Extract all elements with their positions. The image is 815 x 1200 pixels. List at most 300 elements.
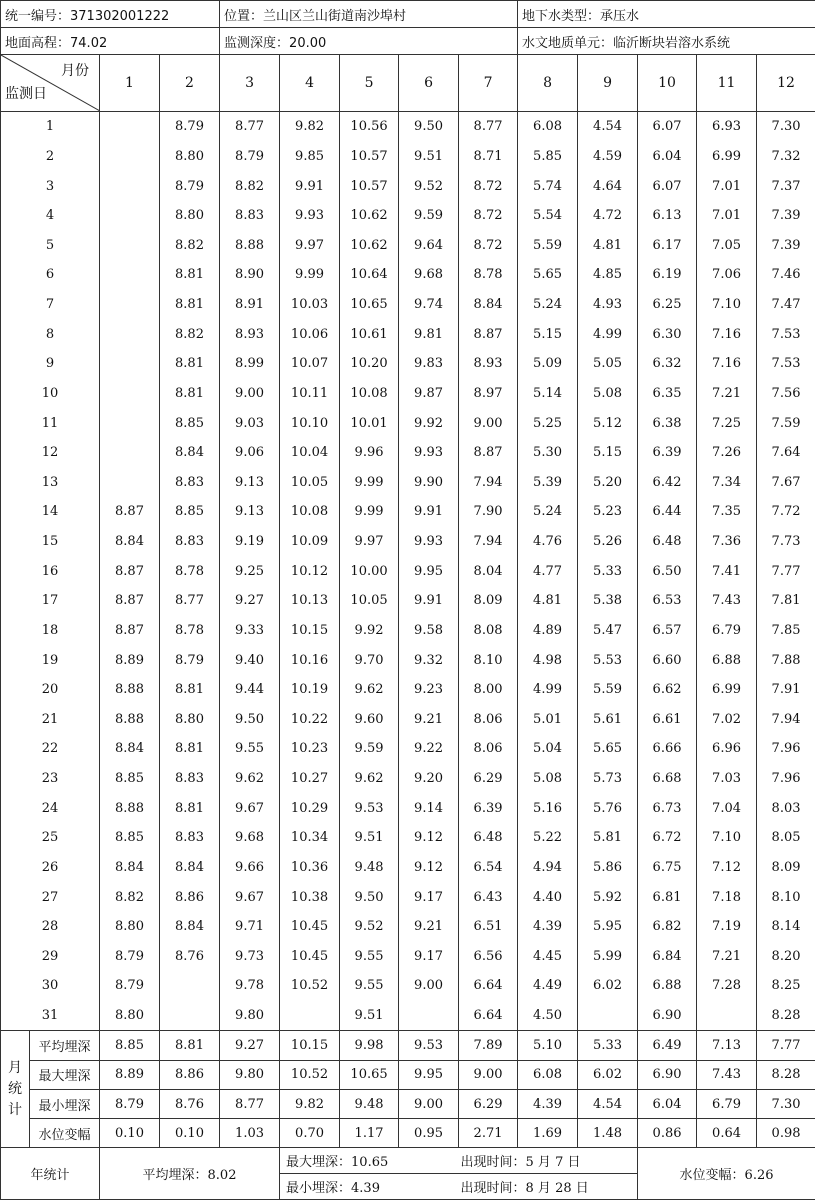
depth-cell: 9.80 <box>220 1001 280 1031</box>
depth-cell: 10.03 <box>280 290 340 320</box>
depth-cell: 6.61 <box>638 705 697 735</box>
depth-cell: 7.10 <box>697 290 757 320</box>
depth-cell: 5.59 <box>518 231 578 261</box>
day-number: 11 <box>1 408 100 438</box>
monthly-stat-row <box>1 1119 815 1148</box>
stat-value: 0.64 <box>697 1119 757 1148</box>
depth-cell: 5.65 <box>578 734 638 764</box>
depth-cell: 10.08 <box>340 379 399 409</box>
day-row <box>1 556 815 586</box>
depth-cell: 10.19 <box>280 675 340 705</box>
depth-cell: 9.87 <box>399 379 459 409</box>
depth-cell: 8.84 <box>459 290 518 320</box>
depth-cell: 9.53 <box>340 793 399 823</box>
depth-cell: 6.08 <box>518 112 578 142</box>
day-number: 31 <box>1 1001 100 1031</box>
depth-cell <box>100 379 160 409</box>
day-number: 6 <box>1 260 100 290</box>
monthly-stat-row <box>1 1089 815 1118</box>
depth-cell: 8.72 <box>459 231 518 261</box>
depth-cell: 10.36 <box>280 853 340 883</box>
depth-cell: 4.94 <box>518 853 578 883</box>
stat-value: 0.95 <box>399 1119 459 1148</box>
depth-cell: 9.51 <box>340 823 399 853</box>
depth-cell: 6.29 <box>459 764 518 794</box>
depth-cell: 10.61 <box>340 319 399 349</box>
day-number: 13 <box>1 468 100 498</box>
day-number: 4 <box>1 201 100 231</box>
stat-value: 10.52 <box>280 1060 340 1089</box>
depth-cell <box>578 1001 638 1031</box>
depth-cell: 10.38 <box>280 882 340 912</box>
depth-cell: 7.53 <box>757 319 815 349</box>
depth-cell: 8.85 <box>100 823 160 853</box>
depth-cell: 9.92 <box>399 408 459 438</box>
info-row-2 <box>1 28 815 55</box>
depth-cell: 8.06 <box>459 705 518 735</box>
depth-cell: 9.91 <box>399 586 459 616</box>
depth-cell: 7.47 <box>757 290 815 320</box>
depth-cell: 6.39 <box>638 438 697 468</box>
depth-cell: 8.90 <box>220 260 280 290</box>
day-number: 16 <box>1 556 100 586</box>
depth-cell: 8.84 <box>100 527 160 557</box>
depth-cell: 9.44 <box>220 675 280 705</box>
stat-value: 6.08 <box>518 1060 578 1089</box>
depth-cell: 9.21 <box>399 705 459 735</box>
day-row <box>1 912 815 942</box>
depth-cell: 9.52 <box>399 171 459 201</box>
depth-cell <box>100 112 160 142</box>
depth-cell: 9.74 <box>399 290 459 320</box>
day-row <box>1 319 815 349</box>
depth-cell: 6.30 <box>638 319 697 349</box>
depth-cell: 7.85 <box>757 616 815 646</box>
stat-label: 平均埋深 <box>30 1031 100 1060</box>
depth-cell: 5.92 <box>578 882 638 912</box>
depth-cell: 5.14 <box>518 379 578 409</box>
yearly-min-depth: 最小埋深：4.39 <box>280 1174 459 1200</box>
depth-cell: 7.94 <box>459 468 518 498</box>
depth-cell: 9.78 <box>220 971 280 1001</box>
depth-cell <box>399 1001 459 1031</box>
depth-cell: 8.10 <box>459 645 518 675</box>
depth-cell: 4.49 <box>518 971 578 1001</box>
day-number: 2 <box>1 142 100 172</box>
depth-cell: 5.86 <box>578 853 638 883</box>
depth-cell: 9.83 <box>399 349 459 379</box>
depth-cell: 5.38 <box>578 586 638 616</box>
depth-cell: 4.45 <box>518 942 578 972</box>
side-label-char: 月 <box>8 1060 22 1076</box>
depth-cell: 8.83 <box>160 823 220 853</box>
day-row <box>1 349 815 379</box>
stat-value: 0.86 <box>638 1119 697 1148</box>
day-number: 1 <box>1 112 100 142</box>
depth-cell: 8.81 <box>160 734 220 764</box>
depth-cell <box>697 1001 757 1031</box>
depth-cell: 9.99 <box>280 260 340 290</box>
day-number: 3 <box>1 171 100 201</box>
yearly-min-time: 出现时间：8 月 28 日 <box>459 1174 638 1200</box>
day-row <box>1 734 815 764</box>
depth-cell: 7.59 <box>757 408 815 438</box>
depth-cell: 8.28 <box>757 1001 815 1031</box>
stat-value: 2.71 <box>459 1119 518 1148</box>
stat-value: 6.79 <box>697 1089 757 1118</box>
depth-cell: 4.93 <box>578 290 638 320</box>
depth-cell: 6.53 <box>638 586 697 616</box>
depth-cell: 8.78 <box>160 556 220 586</box>
depth-cell: 9.32 <box>399 645 459 675</box>
day-number: 17 <box>1 586 100 616</box>
stat-value: 7.89 <box>459 1031 518 1060</box>
depth-cell: 6.57 <box>638 616 697 646</box>
depth-cell: 6.79 <box>697 616 757 646</box>
day-row <box>1 468 815 498</box>
day-number: 29 <box>1 942 100 972</box>
day-row <box>1 882 815 912</box>
depth-cell: 8.20 <box>757 942 815 972</box>
depth-cell: 10.64 <box>340 260 399 290</box>
yearly-row-1 <box>1 1148 815 1174</box>
depth-cell: 8.03 <box>757 793 815 823</box>
depth-cell: 7.90 <box>459 497 518 527</box>
depth-cell: 6.99 <box>697 142 757 172</box>
depth-cell: 7.10 <box>697 823 757 853</box>
depth-cell: 6.64 <box>459 1001 518 1031</box>
depth-cell: 8.77 <box>220 112 280 142</box>
depth-cell: 4.72 <box>578 201 638 231</box>
depth-cell: 8.04 <box>459 556 518 586</box>
depth-cell <box>100 201 160 231</box>
depth-cell: 5.16 <box>518 793 578 823</box>
depth-cell: 10.23 <box>280 734 340 764</box>
day-row <box>1 142 815 172</box>
day-number: 15 <box>1 527 100 557</box>
depth-cell: 5.85 <box>518 142 578 172</box>
depth-cell: 8.85 <box>160 408 220 438</box>
depth-cell: 8.78 <box>160 616 220 646</box>
depth-cell: 7.26 <box>697 438 757 468</box>
depth-cell: 5.65 <box>518 260 578 290</box>
depth-cell: 6.48 <box>459 823 518 853</box>
depth-cell: 7.28 <box>697 971 757 1001</box>
depth-cell: 10.29 <box>280 793 340 823</box>
depth-cell <box>100 438 160 468</box>
depth-cell: 8.80 <box>100 912 160 942</box>
stat-value: 9.82 <box>280 1089 340 1118</box>
depth-cell <box>100 290 160 320</box>
day-number: 22 <box>1 734 100 764</box>
depth-cell: 10.12 <box>280 556 340 586</box>
depth-cell: 7.01 <box>697 171 757 201</box>
depth-cell: 8.83 <box>160 527 220 557</box>
yearly-average: 平均埋深：8.02 <box>100 1148 280 1200</box>
depth-cell: 9.03 <box>220 408 280 438</box>
depth-cell <box>160 971 220 1001</box>
depth-cell: 8.82 <box>160 319 220 349</box>
depth-cell: 6.73 <box>638 793 697 823</box>
depth-cell: 6.42 <box>638 468 697 498</box>
stat-value: 6.29 <box>459 1089 518 1118</box>
day-number: 7 <box>1 290 100 320</box>
depth-cell: 10.45 <box>280 912 340 942</box>
depth-cell: 8.87 <box>459 319 518 349</box>
location-cell <box>220 1 518 28</box>
day-number: 5 <box>1 231 100 261</box>
stat-value: 6.90 <box>638 1060 697 1089</box>
stat-value: 9.00 <box>459 1060 518 1089</box>
depth-cell: 4.81 <box>578 231 638 261</box>
day-row <box>1 408 815 438</box>
depth-cell: 9.62 <box>340 764 399 794</box>
depth-cell: 8.79 <box>100 942 160 972</box>
side-label-char: 计 <box>8 1102 22 1118</box>
depth-cell: 9.67 <box>220 882 280 912</box>
depth-cell: 7.67 <box>757 468 815 498</box>
depth-cell: 5.04 <box>518 734 578 764</box>
depth-cell: 5.08 <box>518 764 578 794</box>
depth-cell: 6.56 <box>459 942 518 972</box>
month-header-row <box>1 55 815 112</box>
depth-cell: 9.62 <box>340 675 399 705</box>
depth-cell: 9.93 <box>280 201 340 231</box>
day-number: 25 <box>1 823 100 853</box>
depth-cell: 7.43 <box>697 586 757 616</box>
depth-cell: 8.83 <box>220 201 280 231</box>
depth-cell: 9.68 <box>399 260 459 290</box>
depth-cell: 7.64 <box>757 438 815 468</box>
depth-cell: 9.17 <box>399 882 459 912</box>
stat-label: 水位变幅 <box>30 1119 100 1148</box>
depth-cell: 10.07 <box>280 349 340 379</box>
depth-cell: 9.14 <box>399 793 459 823</box>
depth-cell: 6.19 <box>638 260 697 290</box>
depth-cell: 4.64 <box>578 171 638 201</box>
depth-cell: 8.93 <box>220 319 280 349</box>
day-row <box>1 675 815 705</box>
depth-cell: 6.66 <box>638 734 697 764</box>
hydro-unit-value: 临沂断块岩溶水系统 <box>613 36 730 51</box>
depth-cell: 10.52 <box>280 971 340 1001</box>
depth-cell: 8.81 <box>160 260 220 290</box>
depth-cell: 10.08 <box>280 497 340 527</box>
stat-value: 9.00 <box>399 1089 459 1118</box>
day-number: 23 <box>1 764 100 794</box>
depth-cell: 8.99 <box>220 349 280 379</box>
stat-value: 8.79 <box>100 1089 160 1118</box>
groundwater-type-label: 地下水类型： <box>522 9 600 24</box>
depth-cell: 6.68 <box>638 764 697 794</box>
depth-cell: 8.72 <box>459 171 518 201</box>
depth-cell: 6.51 <box>459 912 518 942</box>
depth-cell: 5.53 <box>578 645 638 675</box>
depth-cell: 6.39 <box>459 793 518 823</box>
depth-cell: 10.45 <box>280 942 340 972</box>
day-row <box>1 645 815 675</box>
depth-cell: 7.94 <box>459 527 518 557</box>
depth-cell: 7.73 <box>757 527 815 557</box>
depth-cell: 9.50 <box>220 705 280 735</box>
depth-cell: 5.39 <box>518 468 578 498</box>
depth-cell: 5.76 <box>578 793 638 823</box>
depth-cell: 10.06 <box>280 319 340 349</box>
yearly-label: 年统计 <box>1 1148 100 1200</box>
stat-value: 4.54 <box>578 1089 638 1118</box>
month-header-12: 12 <box>757 55 815 112</box>
stat-value: 8.81 <box>160 1031 220 1060</box>
depth-cell: 9.81 <box>399 319 459 349</box>
depth-cell: 5.12 <box>578 408 638 438</box>
day-number: 20 <box>1 675 100 705</box>
depth-cell: 10.62 <box>340 201 399 231</box>
depth-cell: 4.98 <box>518 645 578 675</box>
depth-cell: 5.24 <box>518 290 578 320</box>
depth-cell: 9.19 <box>220 527 280 557</box>
elevation-value: 74.02 <box>70 36 107 51</box>
depth-cell: 7.91 <box>757 675 815 705</box>
depth-cell: 5.23 <box>578 497 638 527</box>
depth-cell: 7.96 <box>757 764 815 794</box>
depth-cell: 8.81 <box>160 793 220 823</box>
depth-cell: 9.51 <box>340 1001 399 1031</box>
day-row <box>1 853 815 883</box>
side-label-char: 统 <box>8 1081 22 1097</box>
depth-cell: 6.48 <box>638 527 697 557</box>
month-header-5: 5 <box>340 55 399 112</box>
depth-cell: 6.60 <box>638 645 697 675</box>
stat-value: 8.76 <box>160 1089 220 1118</box>
depth-cell: 4.54 <box>578 112 638 142</box>
depth-cell: 5.74 <box>518 171 578 201</box>
depth-cell: 6.17 <box>638 231 697 261</box>
depth-cell: 9.59 <box>340 734 399 764</box>
depth-cell: 8.97 <box>459 379 518 409</box>
depth-cell: 9.40 <box>220 645 280 675</box>
depth-cell: 10.62 <box>340 231 399 261</box>
depth-cell: 10.13 <box>280 586 340 616</box>
depth-cell: 7.30 <box>757 112 815 142</box>
stat-value: 10.65 <box>340 1060 399 1089</box>
stat-value: 8.85 <box>100 1031 160 1060</box>
depth-cell: 10.10 <box>280 408 340 438</box>
day-row <box>1 942 815 972</box>
depth-cell: 4.85 <box>578 260 638 290</box>
depth-cell: 8.89 <box>100 645 160 675</box>
depth-cell: 10.57 <box>340 142 399 172</box>
depth-cell: 9.97 <box>340 527 399 557</box>
depth-cell: 5.73 <box>578 764 638 794</box>
depth-cell: 4.59 <box>578 142 638 172</box>
stat-value: 0.10 <box>100 1119 160 1148</box>
stat-value: 7.77 <box>757 1031 815 1060</box>
depth-cell: 7.16 <box>697 349 757 379</box>
stat-value: 9.98 <box>340 1031 399 1060</box>
day-number: 24 <box>1 793 100 823</box>
depth-cell: 9.06 <box>220 438 280 468</box>
month-header-1: 1 <box>100 55 160 112</box>
info-row-1 <box>1 1 815 28</box>
depth-cell: 8.08 <box>459 616 518 646</box>
depth-cell: 6.81 <box>638 882 697 912</box>
depth-cell: 9.25 <box>220 556 280 586</box>
depth-cell: 9.13 <box>220 468 280 498</box>
depth-cell: 4.81 <box>518 586 578 616</box>
month-header-11: 11 <box>697 55 757 112</box>
depth-cell: 9.20 <box>399 764 459 794</box>
depth-cell: 9.91 <box>399 497 459 527</box>
depth-cell: 9.55 <box>340 971 399 1001</box>
depth-cell: 9.93 <box>399 527 459 557</box>
depth-cell <box>160 1001 220 1031</box>
depth-cell: 6.75 <box>638 853 697 883</box>
depth-cell: 6.38 <box>638 408 697 438</box>
depth-cell: 8.83 <box>160 468 220 498</box>
depth-cell: 7.03 <box>697 764 757 794</box>
depth-cell: 8.81 <box>160 675 220 705</box>
depth-cell: 8.80 <box>160 201 220 231</box>
stat-value: 6.04 <box>638 1089 697 1118</box>
depth-cell: 7.16 <box>697 319 757 349</box>
monthly-stats-side-label <box>1 1031 30 1148</box>
depth-cell: 9.99 <box>340 468 399 498</box>
depth-cell: 8.81 <box>160 290 220 320</box>
depth-cell: 5.09 <box>518 349 578 379</box>
depth-cell: 8.10 <box>757 882 815 912</box>
depth-cell: 8.86 <box>160 882 220 912</box>
depth-cell: 7.88 <box>757 645 815 675</box>
depth-cell: 5.08 <box>578 379 638 409</box>
depth-cell: 9.68 <box>220 823 280 853</box>
stat-value: 7.13 <box>697 1031 757 1060</box>
depth-cell: 6.35 <box>638 379 697 409</box>
depth-cell: 8.93 <box>459 349 518 379</box>
depth-cell: 10.20 <box>340 349 399 379</box>
depth-cell: 7.96 <box>757 734 815 764</box>
depth-cell: 7.01 <box>697 201 757 231</box>
depth-cell: 7.05 <box>697 231 757 261</box>
depth-cell: 9.59 <box>399 201 459 231</box>
depth-cell: 6.02 <box>578 971 638 1001</box>
depth-cell: 8.82 <box>160 231 220 261</box>
depth-cell: 4.99 <box>578 319 638 349</box>
depth-cell: 8.77 <box>459 112 518 142</box>
stat-value: 9.80 <box>220 1060 280 1089</box>
stat-value: 0.10 <box>160 1119 220 1148</box>
stat-value: 5.10 <box>518 1031 578 1060</box>
depth-cell: 6.44 <box>638 497 697 527</box>
depth-cell: 9.62 <box>220 764 280 794</box>
day-row <box>1 231 815 261</box>
depth-cell: 9.60 <box>340 705 399 735</box>
depth-cell: 8.88 <box>100 705 160 735</box>
month-header-7: 7 <box>459 55 518 112</box>
depth-cell: 6.64 <box>459 971 518 1001</box>
depth-cell: 5.26 <box>578 527 638 557</box>
depth-cell: 6.50 <box>638 556 697 586</box>
stat-value: 1.17 <box>340 1119 399 1148</box>
depth-cell: 7.56 <box>757 379 815 409</box>
depth-cell: 8.79 <box>160 112 220 142</box>
depth-cell: 9.66 <box>220 853 280 883</box>
stat-value: 1.48 <box>578 1119 638 1148</box>
depth-cell: 6.32 <box>638 349 697 379</box>
day-row <box>1 290 815 320</box>
stat-value: 9.95 <box>399 1060 459 1089</box>
depth-cell <box>280 1001 340 1031</box>
depth-cell: 9.67 <box>220 793 280 823</box>
